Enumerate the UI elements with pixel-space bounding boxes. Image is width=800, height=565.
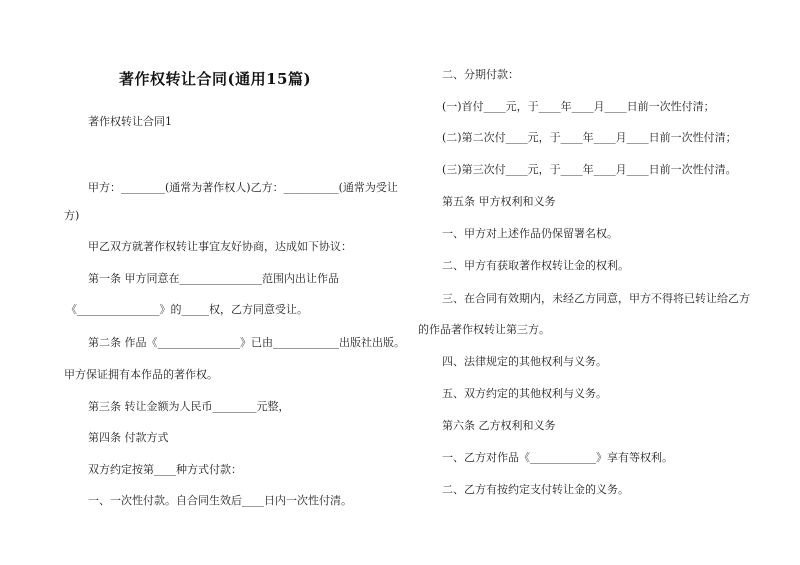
paragraph-line: 一、乙方对作品《____________》享有等权利。 <box>442 451 673 464</box>
paragraph-line: 三、在合同有效期内，未经乙方同意，甲方不得将已转让给乙方 <box>442 292 750 305</box>
paragraph-line: 第四条 付款方式 <box>88 431 169 444</box>
paragraph-line: 第三条 转让金额为人民币________元整， <box>88 400 290 413</box>
paragraph-line: 二、乙方有按约定支付转让金的义务。 <box>442 483 629 496</box>
paragraph-line: 二、分期付款： <box>442 68 519 81</box>
paragraph-line: (一)首付____元，于____年____月____日前一次性付清； <box>442 100 715 113</box>
paragraph-line: 甲方：________(通常为著作权人)乙方：__________(通常为受让 <box>88 181 398 194</box>
paragraph-line: (三)第三次付____元，于____年____月____日前一次性付清。 <box>442 163 737 176</box>
paragraph-line: 甲乙双方就著作权转让事宜友好协商，达成如下协议： <box>88 240 352 253</box>
paragraph-line: 双方约定按第____种方式付款： <box>88 463 242 476</box>
paragraph-line: 二、甲方有获取著作权转让金的权利。 <box>442 259 629 272</box>
document-title: 著作权转让合同(通用15篇) <box>119 70 312 88</box>
contract-subtitle: 著作权转让合同1 <box>88 115 172 128</box>
paragraph-line: 一、甲方对上述作品仍保留署名权。 <box>442 227 618 240</box>
paragraph-line: 甲方保证拥有本作品的著作权。 <box>64 368 218 381</box>
paragraph-line: 方) <box>64 209 80 222</box>
paragraph-line: 一、一次性付款。自合同生效后____日内一次性付清。 <box>88 494 352 507</box>
paragraph-line: 第五条 甲方权利和义务 <box>442 195 556 208</box>
paragraph-line: (二)第二次付____元，于____年____月____日前一次性付清； <box>442 131 737 144</box>
paragraph-line: 《_______________》的_____权，乙方同意受让。 <box>66 303 308 316</box>
paragraph-line: 五、双方约定的其他权利与义务。 <box>442 387 607 400</box>
paragraph-line: 第二条 作品《_______________》已由____________出版社出版。 <box>88 336 405 349</box>
paragraph-line: 四、法律规定的其他权利与义务。 <box>442 355 607 368</box>
paragraph-line: 的作品著作权转让第三方。 <box>418 323 550 336</box>
paragraph-line: 第一条 甲方同意在_______________范围内出让作品 <box>88 272 339 285</box>
paragraph-line: 第六条 乙方权利和义务 <box>442 419 556 432</box>
